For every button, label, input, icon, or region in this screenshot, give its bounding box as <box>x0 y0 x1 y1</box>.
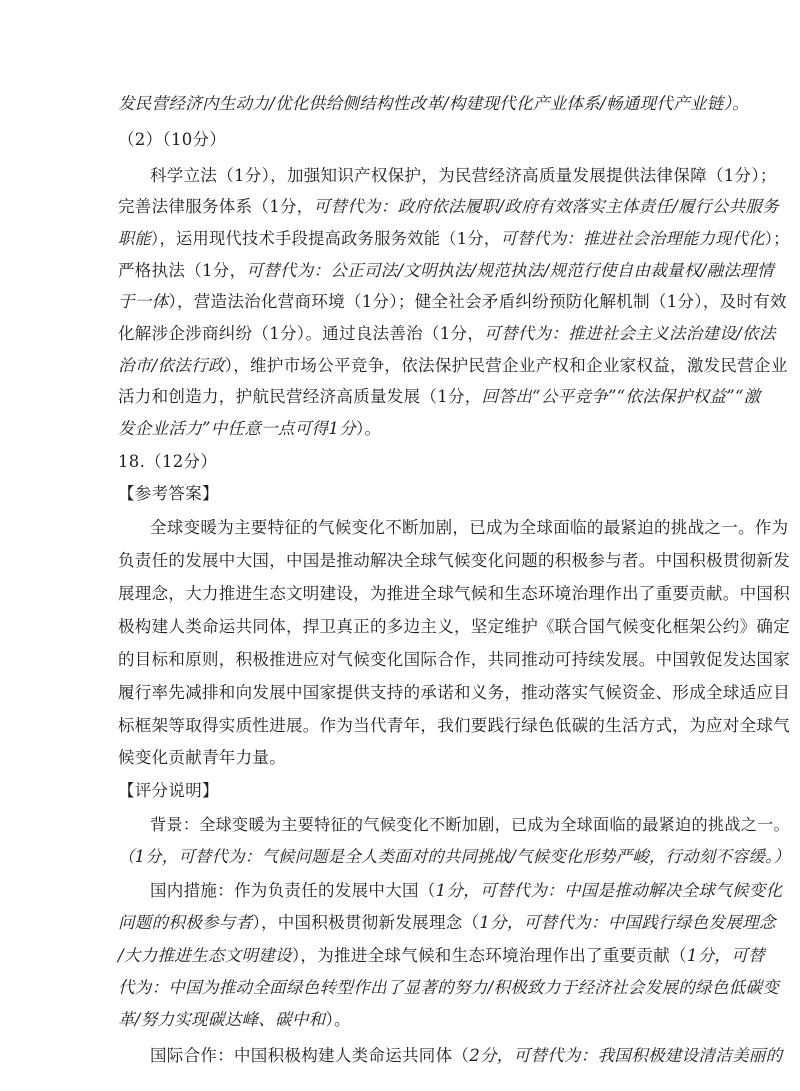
text-line <box>118 229 790 249</box>
text-span: /大力推进生态文明建设 <box>118 946 292 965</box>
text-span: 完善法律服务体系（1分， <box>118 197 314 216</box>
text-span: ），中国积极贯彻新发展理念（ <box>252 913 480 932</box>
text-span: 可替代为：推进社会主义法治建设/依法 <box>484 324 776 343</box>
text-span: 1分，可替代为：中国践行绿色发展理念 <box>479 913 776 932</box>
text-span: 可替代为：公正司法/文明执法/规范执法/规范行使自由裁量权/融法理情 <box>246 261 774 280</box>
text-line <box>118 292 787 312</box>
text-span: 发民营经济内生动力/优化供给侧结构性改革/构建现代化产业体系/畅通现代产业链）。 <box>118 94 749 113</box>
text-span: 1分，可替 <box>686 946 765 965</box>
text-span: 履行率先减排和向发展中国家提供支持的承诺和义务，推动落实气候资金、形成全球适应目 <box>118 683 790 702</box>
text-span: 发企业活力”中任意一点可得1分 <box>118 419 356 438</box>
text-span: 活力和创造力，护航民营经济高质量发展（1分， <box>118 387 482 406</box>
text-span: 【评分说明】 <box>118 781 219 800</box>
text-line <box>150 1046 782 1066</box>
text-span: 极构建人类命运共同体，捍卫真正的多边主义，坚定维护《联合国气候变化框架公约》确定 <box>118 617 790 636</box>
text-line <box>150 815 790 835</box>
text-span: 18.（12分） <box>118 452 218 471</box>
text-span: ）。 <box>355 419 382 438</box>
text-line <box>118 1010 351 1030</box>
text-line <box>150 518 788 538</box>
text-span: 可替代为：推进社会治理能力现代化 <box>500 229 765 248</box>
text-span: 候变化贡献青年力量。 <box>118 748 286 767</box>
section-heading <box>118 484 219 504</box>
text-span: ）； <box>764 229 790 248</box>
text-span: 背景：全球变暖为主要特征的气候变化不断加剧，已成为全球面临的最紧迫的挑战之一。 <box>150 815 790 834</box>
text-line <box>118 946 765 966</box>
text-line <box>118 748 286 768</box>
text-span: 的目标和原则，积极推进应对气候变化国际合作，共同推动可持续发展。中国敦促发达国家 <box>118 650 790 669</box>
text-line <box>118 551 790 571</box>
text-span: 国际合作：中国积极构建人类命运共同体（ <box>150 1046 470 1065</box>
text-line <box>118 847 790 867</box>
text-span: 于一体 <box>118 292 169 311</box>
text-line <box>118 650 790 670</box>
sub-question-label <box>118 130 226 150</box>
text-line <box>118 683 790 703</box>
text-line <box>118 197 779 217</box>
text-span: 化解涉企涉商纠纷（1分）。通过良法善治（1分， <box>118 324 485 343</box>
text-line <box>118 94 749 114</box>
text-line <box>118 716 790 736</box>
text-span: 标框架等取得实质性进展。作为当代青年，我们要践行绿色低碳的生活方式，为应对全球气 <box>118 716 790 735</box>
text-line <box>118 617 790 637</box>
text-span: 治市/依法行政 <box>118 356 225 375</box>
question-number <box>118 452 217 472</box>
text-span: 问题的积极参与者 <box>118 913 253 932</box>
text-span: 国内措施：作为负责任的发展中大国（ <box>150 881 436 900</box>
text-span: ），为推进全球气候和生态环境治理作出了重要贡献（ <box>291 946 687 965</box>
text-span: 1分，可替代为：中国是推动解决全球气候变化 <box>435 881 783 900</box>
text-line <box>150 166 777 186</box>
text-line <box>118 584 790 604</box>
section-heading <box>118 781 219 801</box>
text-line <box>150 881 782 901</box>
text-span: 回答出“公平竞争”“依法保护权益”“激 <box>481 387 761 406</box>
text-span: ）。 <box>325 1010 351 1029</box>
text-line <box>118 356 788 376</box>
text-span: 负责任的发展中大国，中国是推动解决全球气候变化问题的积极参与者。中国积极贯彻新发 <box>118 551 790 570</box>
text-span: 展理念，大力推进生态文明建设，为推进全球气候和生态环境治理作出了重要贡献。中国积 <box>118 584 790 603</box>
text-span: ），运用现代技术手段提高政务服务效能（1分， <box>151 229 501 248</box>
text-span: （1分，可替代为：气候问题是全人类面对的共同挑战/气候变化形势严峻，行动刻不容缓。） <box>118 847 791 866</box>
text-line <box>118 419 381 439</box>
text-line <box>118 261 774 281</box>
text-span: 2分，可替代为：我国积极建设清洁美丽的 <box>469 1046 783 1065</box>
text-line <box>118 913 776 933</box>
text-line <box>118 978 779 998</box>
text-span: 革/努力实现碳达峰、碳中和 <box>118 1010 326 1029</box>
text-span: 职能 <box>118 229 152 248</box>
text-span: 科学立法（1分），加强知识产权保护，为民营经济高质量发展提供法律保障（1分）； <box>150 166 777 185</box>
text-span: 全球变暖为主要特征的气候变化不断加剧，已成为全球面临的最紧迫的挑战之一。作为 <box>150 518 789 537</box>
text-span: 严格执法（1分， <box>118 261 247 280</box>
text-line <box>118 324 776 344</box>
text-span: 【参考答案】 <box>118 484 219 503</box>
text-span: （2）（10分） <box>118 130 227 149</box>
text-span: 代为：中国为推动全面绿色转型作出了显著的努力/积极致力于经济社会发展的绿色低碳变 <box>118 978 780 997</box>
text-span: ），维护市场公平竞争，依法保护民营企业产权和企业家权益，激发民营企业 <box>224 356 788 375</box>
text-line <box>118 387 761 407</box>
text-span: ），营造法治化营商环境（1分）；健全社会矛盾纠纷预防化解机制（1分），及时有效 <box>168 292 787 311</box>
text-span: 可替代为：政府依法履职/政府有效落实主体责任/履行公共服务 <box>313 197 779 216</box>
